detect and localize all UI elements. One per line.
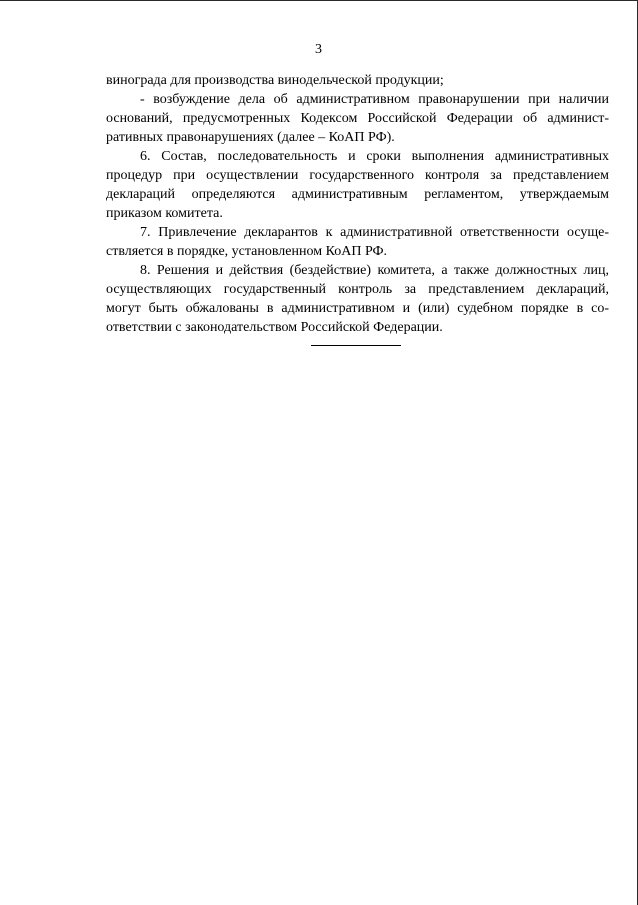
text-line: приказом комитета. <box>106 206 223 221</box>
closing-divider <box>311 345 401 346</box>
text-line: винограда для производства винодельческой продукции; <box>106 73 444 88</box>
text-line: ответствии с законодательством Российской Федерации. <box>106 320 443 335</box>
text-line: осуществляющих государственный контроль за представлением деклараций, <box>106 282 609 297</box>
text-line: 6. Состав, последовательность и сроки выполнения административных <box>140 149 609 164</box>
text-line: оснований, предусмотренных Кодексом Российской Федерации об админист- <box>106 111 609 126</box>
text-line: могут быть обжалованы в административном и (или) судебном порядке в со- <box>106 301 609 316</box>
text-line: - возбуждение дела об административном правонарушении при наличии <box>140 92 609 107</box>
page-number: 3 <box>315 42 322 57</box>
text-line: ративных правонарушениях (далее – КоАП РФ). <box>106 130 395 145</box>
text-line: деклараций определяются административным регламентом, утверждаемым <box>106 187 609 202</box>
text-line: 8. Решения и действия (бездействие) комитета, а также должностных лиц, <box>140 263 609 278</box>
text-line: 7. Привлечение декларантов к административной ответственности осуще- <box>140 225 609 240</box>
document-body <box>106 71 609 337</box>
text-line: ствляется в порядке, установленном КоАП РФ. <box>106 244 388 259</box>
text-line: процедур при осуществлении государственного контроля за представлением <box>106 168 609 183</box>
